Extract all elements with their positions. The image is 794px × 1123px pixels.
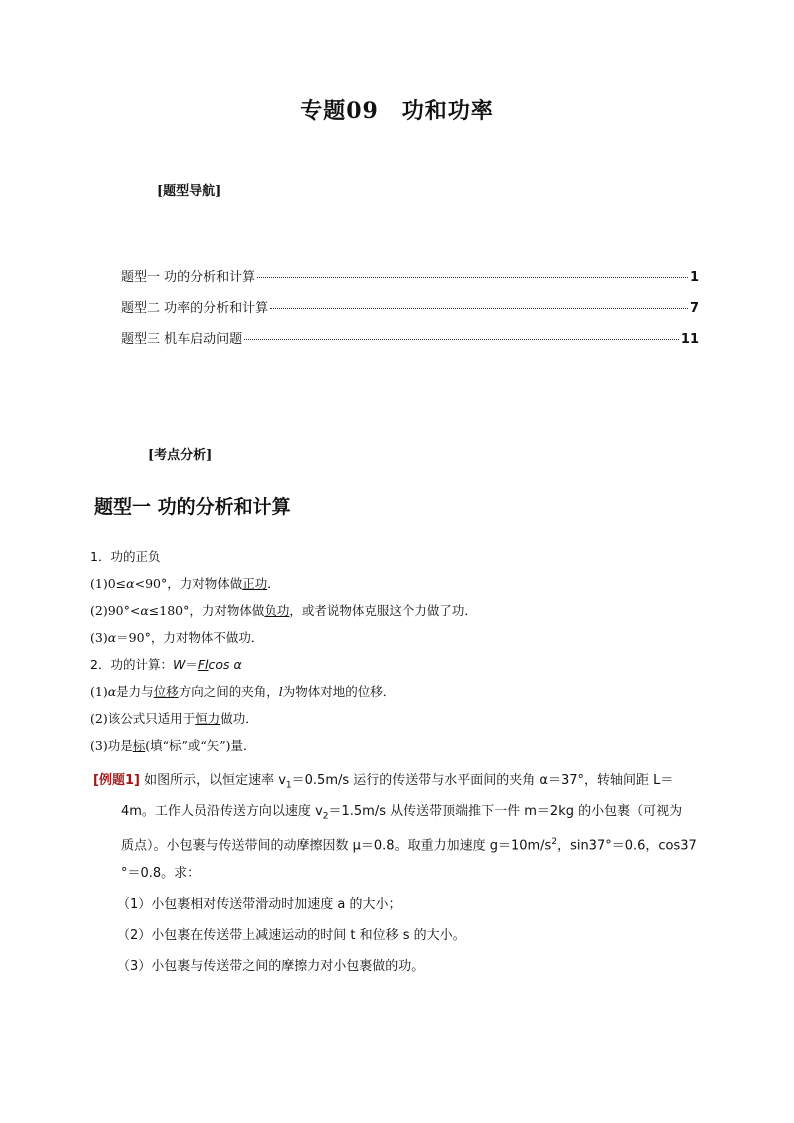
- example-tag: [例题1]: [93, 773, 140, 788]
- question-item: （1）小包裹相对传送带滑动时加速度 a 的大小；: [117, 897, 402, 912]
- key-points: [90, 543, 710, 759]
- toc-leader-dots: [244, 339, 679, 340]
- toc-item-label: 题型一 功的分析和计算: [121, 270, 256, 285]
- example-line: 4m。工作人员沿传送方向以速度 $v_2=1.5m/s$ 从传送带顶端推下一件 m＝2kg 的小包裹（可视为: [121, 804, 683, 822]
- nav-heading: [题型导航]: [157, 184, 222, 199]
- toc-item-label: 题型二 功率的分析和计算: [121, 301, 269, 316]
- point-heading: 2．功的计算：W＝Flcos α: [90, 657, 242, 672]
- question-item: （3）小包裹与传送带之间的摩擦力对小包裹做的功。: [117, 959, 425, 974]
- toc-leader-dots: [270, 308, 688, 309]
- point-line: (1)α是力与位移方向之间的夹角，l为物体对地的位移．: [90, 684, 396, 699]
- point-heading: 1．功的正负: [90, 549, 161, 564]
- analysis-heading: [考点分析]: [148, 448, 213, 463]
- table-of-contents: [121, 266, 699, 359]
- toc-item-page: 11: [680, 332, 699, 347]
- question-item: （2）小包裹在传送带上减速运动的时间 t 和位移 s 的大小。: [117, 928, 466, 943]
- point-line: (3)功是标(填“标”或“矢”)量．: [90, 738, 256, 753]
- toc-item[interactable]: [121, 328, 699, 359]
- point-line: (2)90°<α≤180°，力对物体做负功，或者说物体克服这个力做了功．: [90, 603, 477, 618]
- page-title: 专题09 功和功率: [300, 98, 494, 124]
- example-problem: [93, 765, 705, 982]
- toc-item[interactable]: [121, 297, 699, 328]
- toc-item-page: 1: [689, 270, 699, 285]
- point-line: (3)α＝90°，力对物体不做功．: [90, 630, 264, 645]
- example-line: 质点）。小包裹与传送带间的动摩擦因数 μ＝0.8。取重力加速度 $g=10m/s^2$，sin37°＝0.6，cos37: [121, 837, 697, 854]
- example-line: °＝0.8。求：: [121, 866, 201, 881]
- point-line: (2)该公式只适用于恒力做功．: [90, 711, 258, 726]
- toc-item[interactable]: [121, 266, 699, 297]
- point-line: (1)0≤α<90°，力对物体做正功．: [90, 576, 280, 591]
- example-line: [例题1] 如图所示，以恒定速率 $v_1=0.5m/s$ 运行的传送带与水平面间的夹角 α＝37°，转轴间距 L＝: [93, 773, 674, 791]
- toc-item-page: 7: [689, 301, 699, 316]
- toc-leader-dots: [257, 277, 688, 278]
- section-heading: 题型一 功的分析和计算: [94, 496, 291, 518]
- toc-item-label: 题型三 机车启动问题: [121, 332, 243, 347]
